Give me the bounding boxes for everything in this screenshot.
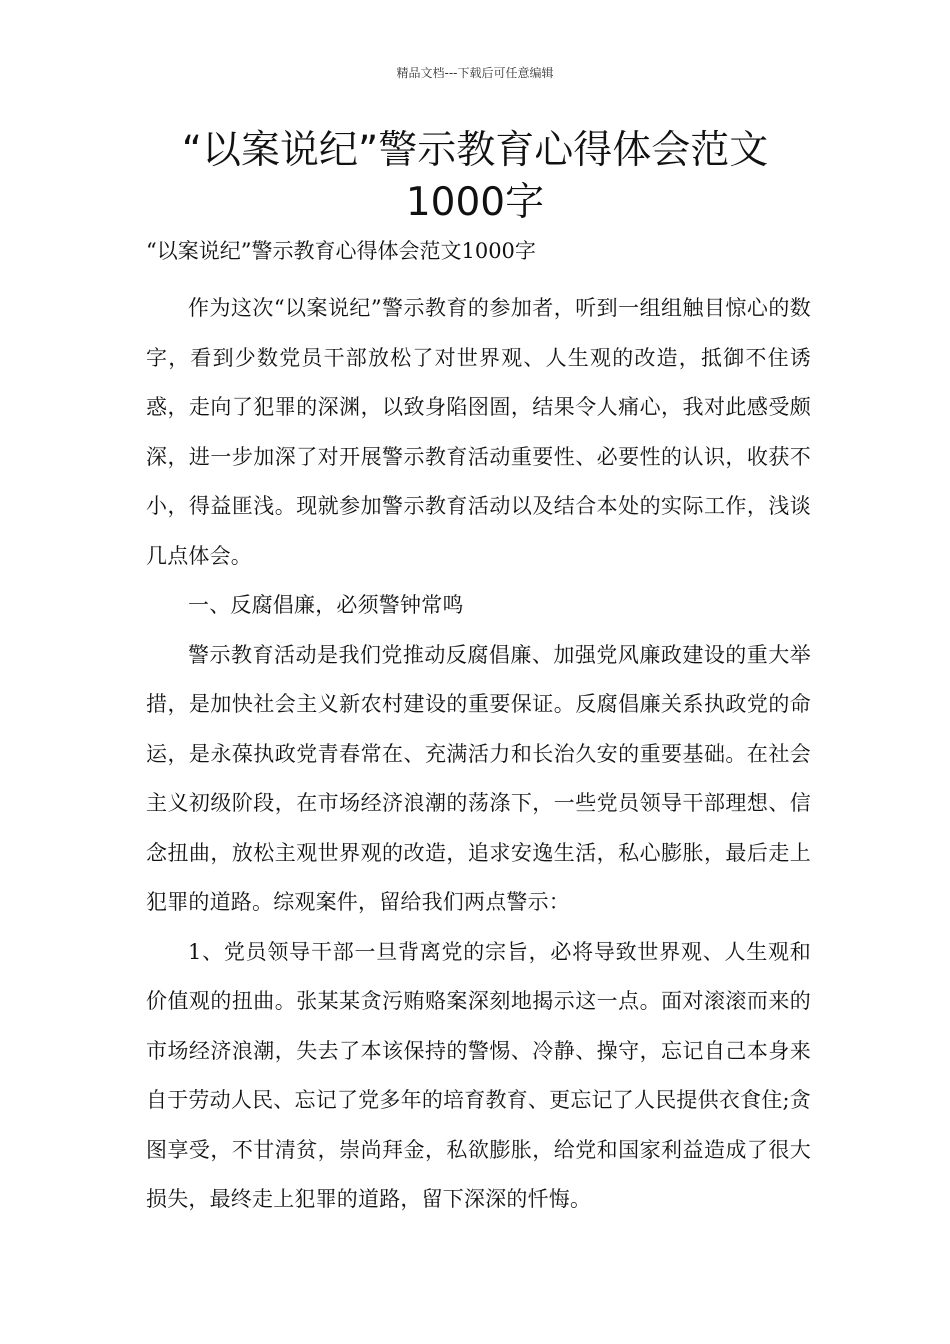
- title-line-1: “以案说纪”警示教育心得体会范文: [181, 128, 769, 173]
- document-title: [130, 125, 820, 229]
- document-subtitle: “以案说纪”警示教育心得体会范文1000字: [146, 239, 536, 263]
- section-heading-1: 一、反腐倡廉，必须警钟常鸣: [188, 593, 464, 617]
- paragraph-warning-education: 警示教育活动是我们党推动反腐倡廉、加强党风廉政建设的重大举措，是加快社会主义新农村建设的重要保证。反腐倡廉关系执政党的命运，是永葆执政党青春常在、充满活力和长治久安的重要基础。在社会主义初级阶段，在市场经济浪潮的荡涤下，一些党员领导干部理想、信念扭曲，放松主观世界观的改造，追求安逸生活，私心膨胀，最后走上犯罪的道路。综观案件，留给我们两点警示：: [146, 642, 811, 914]
- title-line-2: 1000字: [405, 180, 545, 225]
- page-header: 精品文档---下载后可任意编辑: [396, 66, 554, 80]
- paragraph-intro: 作为这次“以案说纪”警示教育的参加者，听到一组组触目惊心的数字，看到少数党员干部放松了对世界观、人生观的改造，抵御不住诱惑，走向了犯罪的深渊，以致身陷囹圄，结果令人痛心，我对此感受颇深，进一步加深了对开展警示教育活动重要性、必要性的认识，收获不小，得益匪浅。现就参加警示教育活动以及结合本处的实际工作，浅谈几点体会。: [146, 296, 811, 568]
- document-body: [146, 284, 811, 1225]
- paragraph-point-1: 1、党员领导干部一旦背离党的宗旨，必将导致世界观、人生观和价值观的扭曲。张某某贪污贿赂案深刻地揭示这一点。面对滚滚而来的市场经济浪潮，失去了本该保持的警惕、冷静、操守，忘记自己本身来自于劳动人民、忘记了党多年的培育教育、更忘记了人民提供衣食住;贪图享受，不甘清贫，崇尚拜金，私欲膨胀，给党和国家利益造成了很大损失，最终走上犯罪的道路，留下深深的忏悔。: [146, 939, 811, 1211]
